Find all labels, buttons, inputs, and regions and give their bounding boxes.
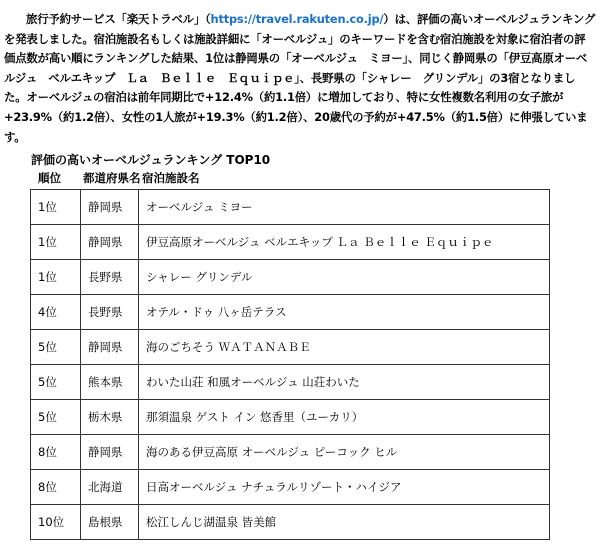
rank-cell: 1位 [31,225,81,260]
facility-name-cell: 日高オーベルジュ ナチュラルリゾート・ハイジア [139,470,550,505]
prefecture-cell: 栃木県 [81,400,139,435]
facility-name-cell: オーベルジュ ミヨー [139,190,550,225]
prefecture-cell: 静岡県 [81,225,139,260]
table-row [31,365,550,400]
rank-cell: 1位 [31,260,81,295]
table-row [31,435,550,470]
rank-cell: 5位 [31,400,81,435]
rank-cell: 10位 [31,505,81,540]
header-prefecture: 都道府県名 [83,171,141,185]
prefecture-cell: 北海道 [81,470,139,505]
table-row [31,400,550,435]
prefecture-cell: 長野県 [81,295,139,330]
ranking-table-body [31,190,550,540]
table-row [31,330,550,365]
table-row [31,260,550,295]
facility-name-cell: シャレー グリンデル [139,260,550,295]
prefecture-cell: 静岡県 [81,435,139,470]
facility-name-cell: 松江しんじ湖温泉 皆美館 [139,505,550,540]
prefecture-cell: 島根県 [81,505,139,540]
rank-cell: 8位 [31,435,81,470]
facility-name-cell: わいた山荘 和風オーベルジュ 山荘わいた [139,365,550,400]
rank-cell: 1位 [31,190,81,225]
facility-name-cell: 那須温泉 ゲスト イン 悠香里（ユーカリ） [139,400,550,435]
facility-name-cell: 海のある伊豆高原 オーベルジュ ピーコック ヒル [139,435,550,470]
facility-name-cell: 伊豆高原オーベルジュ ベルエキップ Ｌａ Ｂｅｌｌｅ Ｅｑｕｉｐｅ [139,225,550,260]
facility-name-cell: オテル・ドゥ 八ヶ岳テラス [139,295,550,330]
header-rank: 順位 [38,171,61,185]
prefecture-cell: 静岡県 [81,190,139,225]
intro-text-1: 旅行予約サービス「楽天トラベル」（ [26,12,211,26]
rank-cell: 5位 [31,365,81,400]
rank-cell: 8位 [31,470,81,505]
table-row [31,295,550,330]
facility-name-cell: 海のごちそう ＷＡＴＡＮＡＢＥ [139,330,550,365]
ranking-title: 評価の高いオーベルジュランキング TOP10 [31,153,271,167]
header-facility-name: 宿泊施設名 [142,171,200,185]
ranking-table [30,189,550,540]
intro-paragraph [4,10,596,147]
rakuten-travel-link[interactable]: https://travel.rakuten.co.jp/ [210,12,384,26]
table-row [31,470,550,505]
rank-cell: 5位 [31,330,81,365]
prefecture-cell: 長野県 [81,260,139,295]
rank-cell: 4位 [31,295,81,330]
intro-text-2: ）は、評価の高いオーベルジュランキングを発表しました。宿泊施設名もしくは施設詳細に「オーベルジュ」のキーワードを含む宿泊施設を対象に宿泊者の評価点数が高い順にランキングした結果、1位は静岡県の「オーベルジュ ミヨー」、同じく静岡県の「伊豆高原オーベルジュ ベルエキップ Ｌａ Ｂｅｌｌｅ Ｅｑｕｉｐｅ」、長野県の「シャレー グリンデル」の3宿となりました。オーベルジュの宿泊は前年同期比で+12.4%（約1.1倍）に増加しており、特に女性複数名利用の女子旅が+23.9%（約1.2倍）、女性の1人旅が+19.3%（約1.2倍）、20歳代の予約が+47.5%（約1.5倍）に伸張しています。 [4,12,596,144]
prefecture-cell: 静岡県 [81,330,139,365]
table-row [31,505,550,540]
table-row [31,225,550,260]
ranking-header-row [31,170,551,188]
prefecture-cell: 熊本県 [81,365,139,400]
table-row [31,190,550,225]
